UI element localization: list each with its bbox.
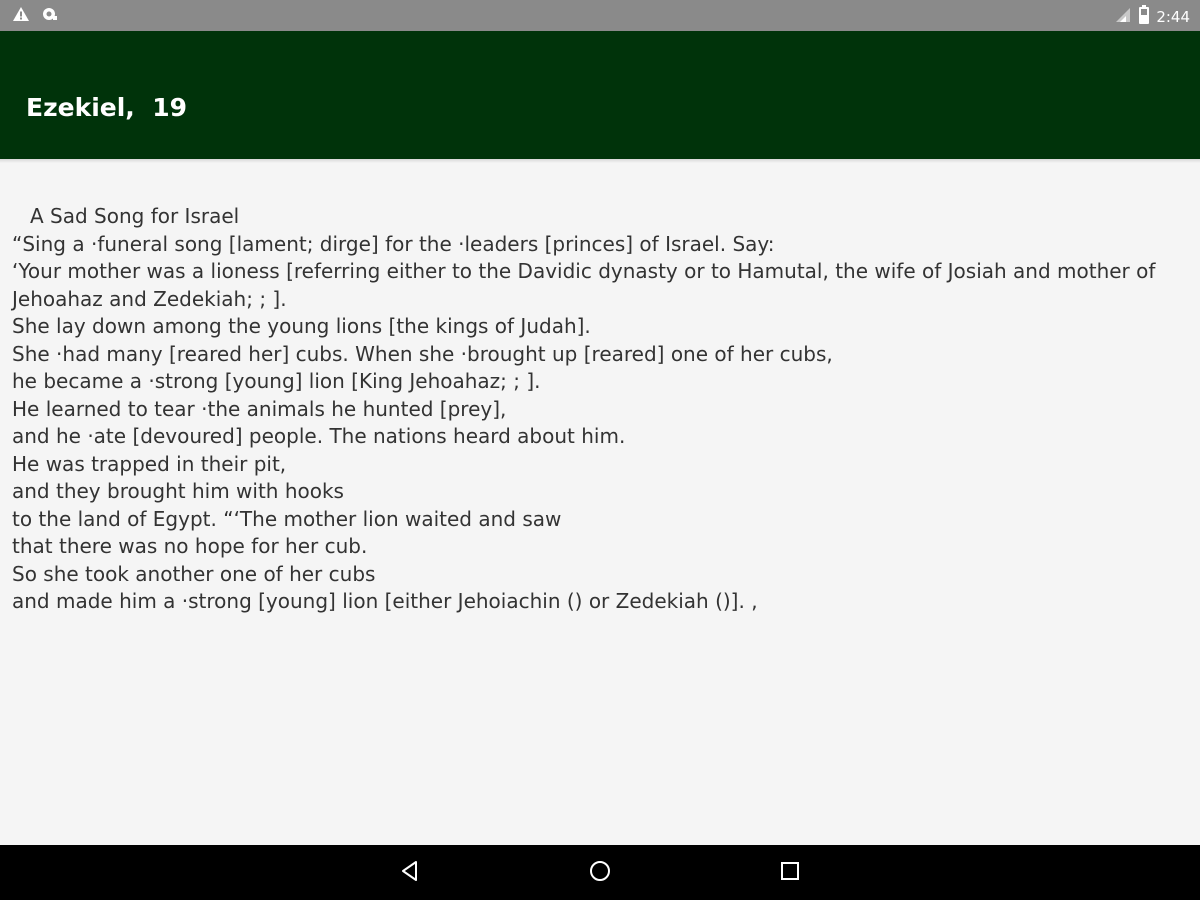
- page-title: Ezekiel, 19: [26, 93, 187, 122]
- passage-content: [12, 203, 1188, 616]
- home-icon: [588, 859, 612, 887]
- app-bar: [0, 31, 1200, 159]
- status-right-area: [1114, 5, 1190, 29]
- home-button[interactable]: [586, 859, 614, 887]
- verse-line: She ·had many [reared her] cubs. When she ·brought up [reared] one of her cubs,: [12, 341, 833, 366]
- verse-line: So she took another one of her cubs: [12, 561, 376, 586]
- recents-button[interactable]: [776, 859, 804, 887]
- verse-line: he became a ·strong [young] lion [King Jehoahaz; ; ].: [12, 369, 541, 393]
- verse-line: and they brought him with hooks: [12, 479, 344, 503]
- back-icon: [398, 859, 422, 887]
- back-button[interactable]: [396, 859, 424, 887]
- verse-line: He was trapped in their pit,: [12, 451, 287, 476]
- verse-line: “Sing a ·funeral song [lament; dirge] for the ·leaders [princes] of Israel. Say:: [12, 231, 775, 256]
- status-left-icons: [12, 6, 58, 26]
- app-bar-shadow: [0, 159, 1200, 163]
- section-heading: A Sad Song for Israel: [30, 204, 240, 228]
- status-bar: [0, 0, 1200, 31]
- verse-line: She lay down among the young lions [the kings of Judah].: [12, 314, 591, 338]
- verse-line: He learned to tear ·the animals he hunted [prey],: [12, 396, 507, 421]
- verse-line: and he ·ate [devoured] people. The nations heard about him.: [12, 424, 626, 448]
- warning-icon: [12, 6, 30, 26]
- battery-icon: [1138, 5, 1150, 29]
- verse-line: that there was no hope for her cub.: [12, 534, 368, 558]
- verse-line: ‘Your mother was a lioness [referring either to the Davidic dynasty or to Hamutal, the wife of Josiah and mother of Jehoahaz and Zedekiah; ; ].: [12, 259, 1156, 311]
- navigation-bar: [0, 845, 1200, 900]
- sync-icon: [40, 6, 58, 26]
- signal-icon: [1114, 6, 1132, 28]
- verse-line: to the land of Egypt. “‘The mother lion waited and saw: [12, 506, 562, 531]
- status-time: 2:44: [1156, 8, 1190, 26]
- verse-line: and made him a ·strong [young] lion [either Jehoiachin () or Zedekiah ()]. ,: [12, 589, 758, 613]
- recents-icon: [778, 859, 802, 887]
